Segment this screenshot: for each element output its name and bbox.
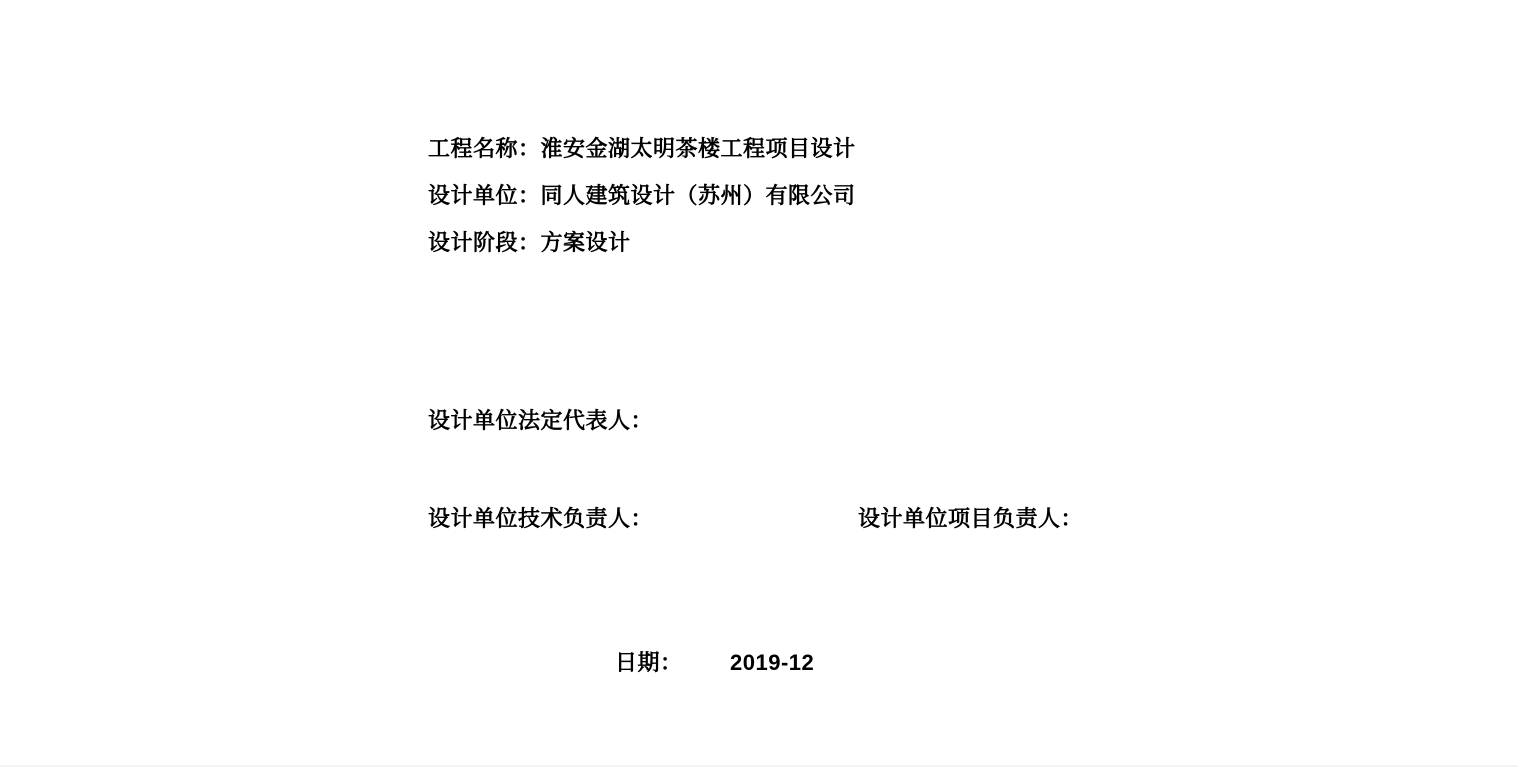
field-project-director: 设计单位项目负责人： <box>858 506 1084 531</box>
design-stage-value: 方案设计 <box>540 230 631 255</box>
field-legal-representative: 设计单位法定代表人： <box>428 408 654 433</box>
date-label: 日期： <box>615 650 683 675</box>
project-name-value: 淮安金湖太明茶楼工程项目设计 <box>540 136 856 161</box>
field-technical-director: 设计单位技术负责人： <box>428 506 654 531</box>
date-value: 2019-12 <box>730 650 815 675</box>
design-stage-label: 设计阶段： <box>428 230 541 255</box>
project-name-label: 工程名称： <box>428 136 541 161</box>
field-project-name <box>428 138 856 160</box>
design-unit-value: 同人建筑设计（苏州）有限公司 <box>540 183 856 208</box>
field-design-unit <box>428 185 856 207</box>
field-design-stage <box>428 232 631 254</box>
design-unit-label: 设计单位： <box>428 183 541 208</box>
